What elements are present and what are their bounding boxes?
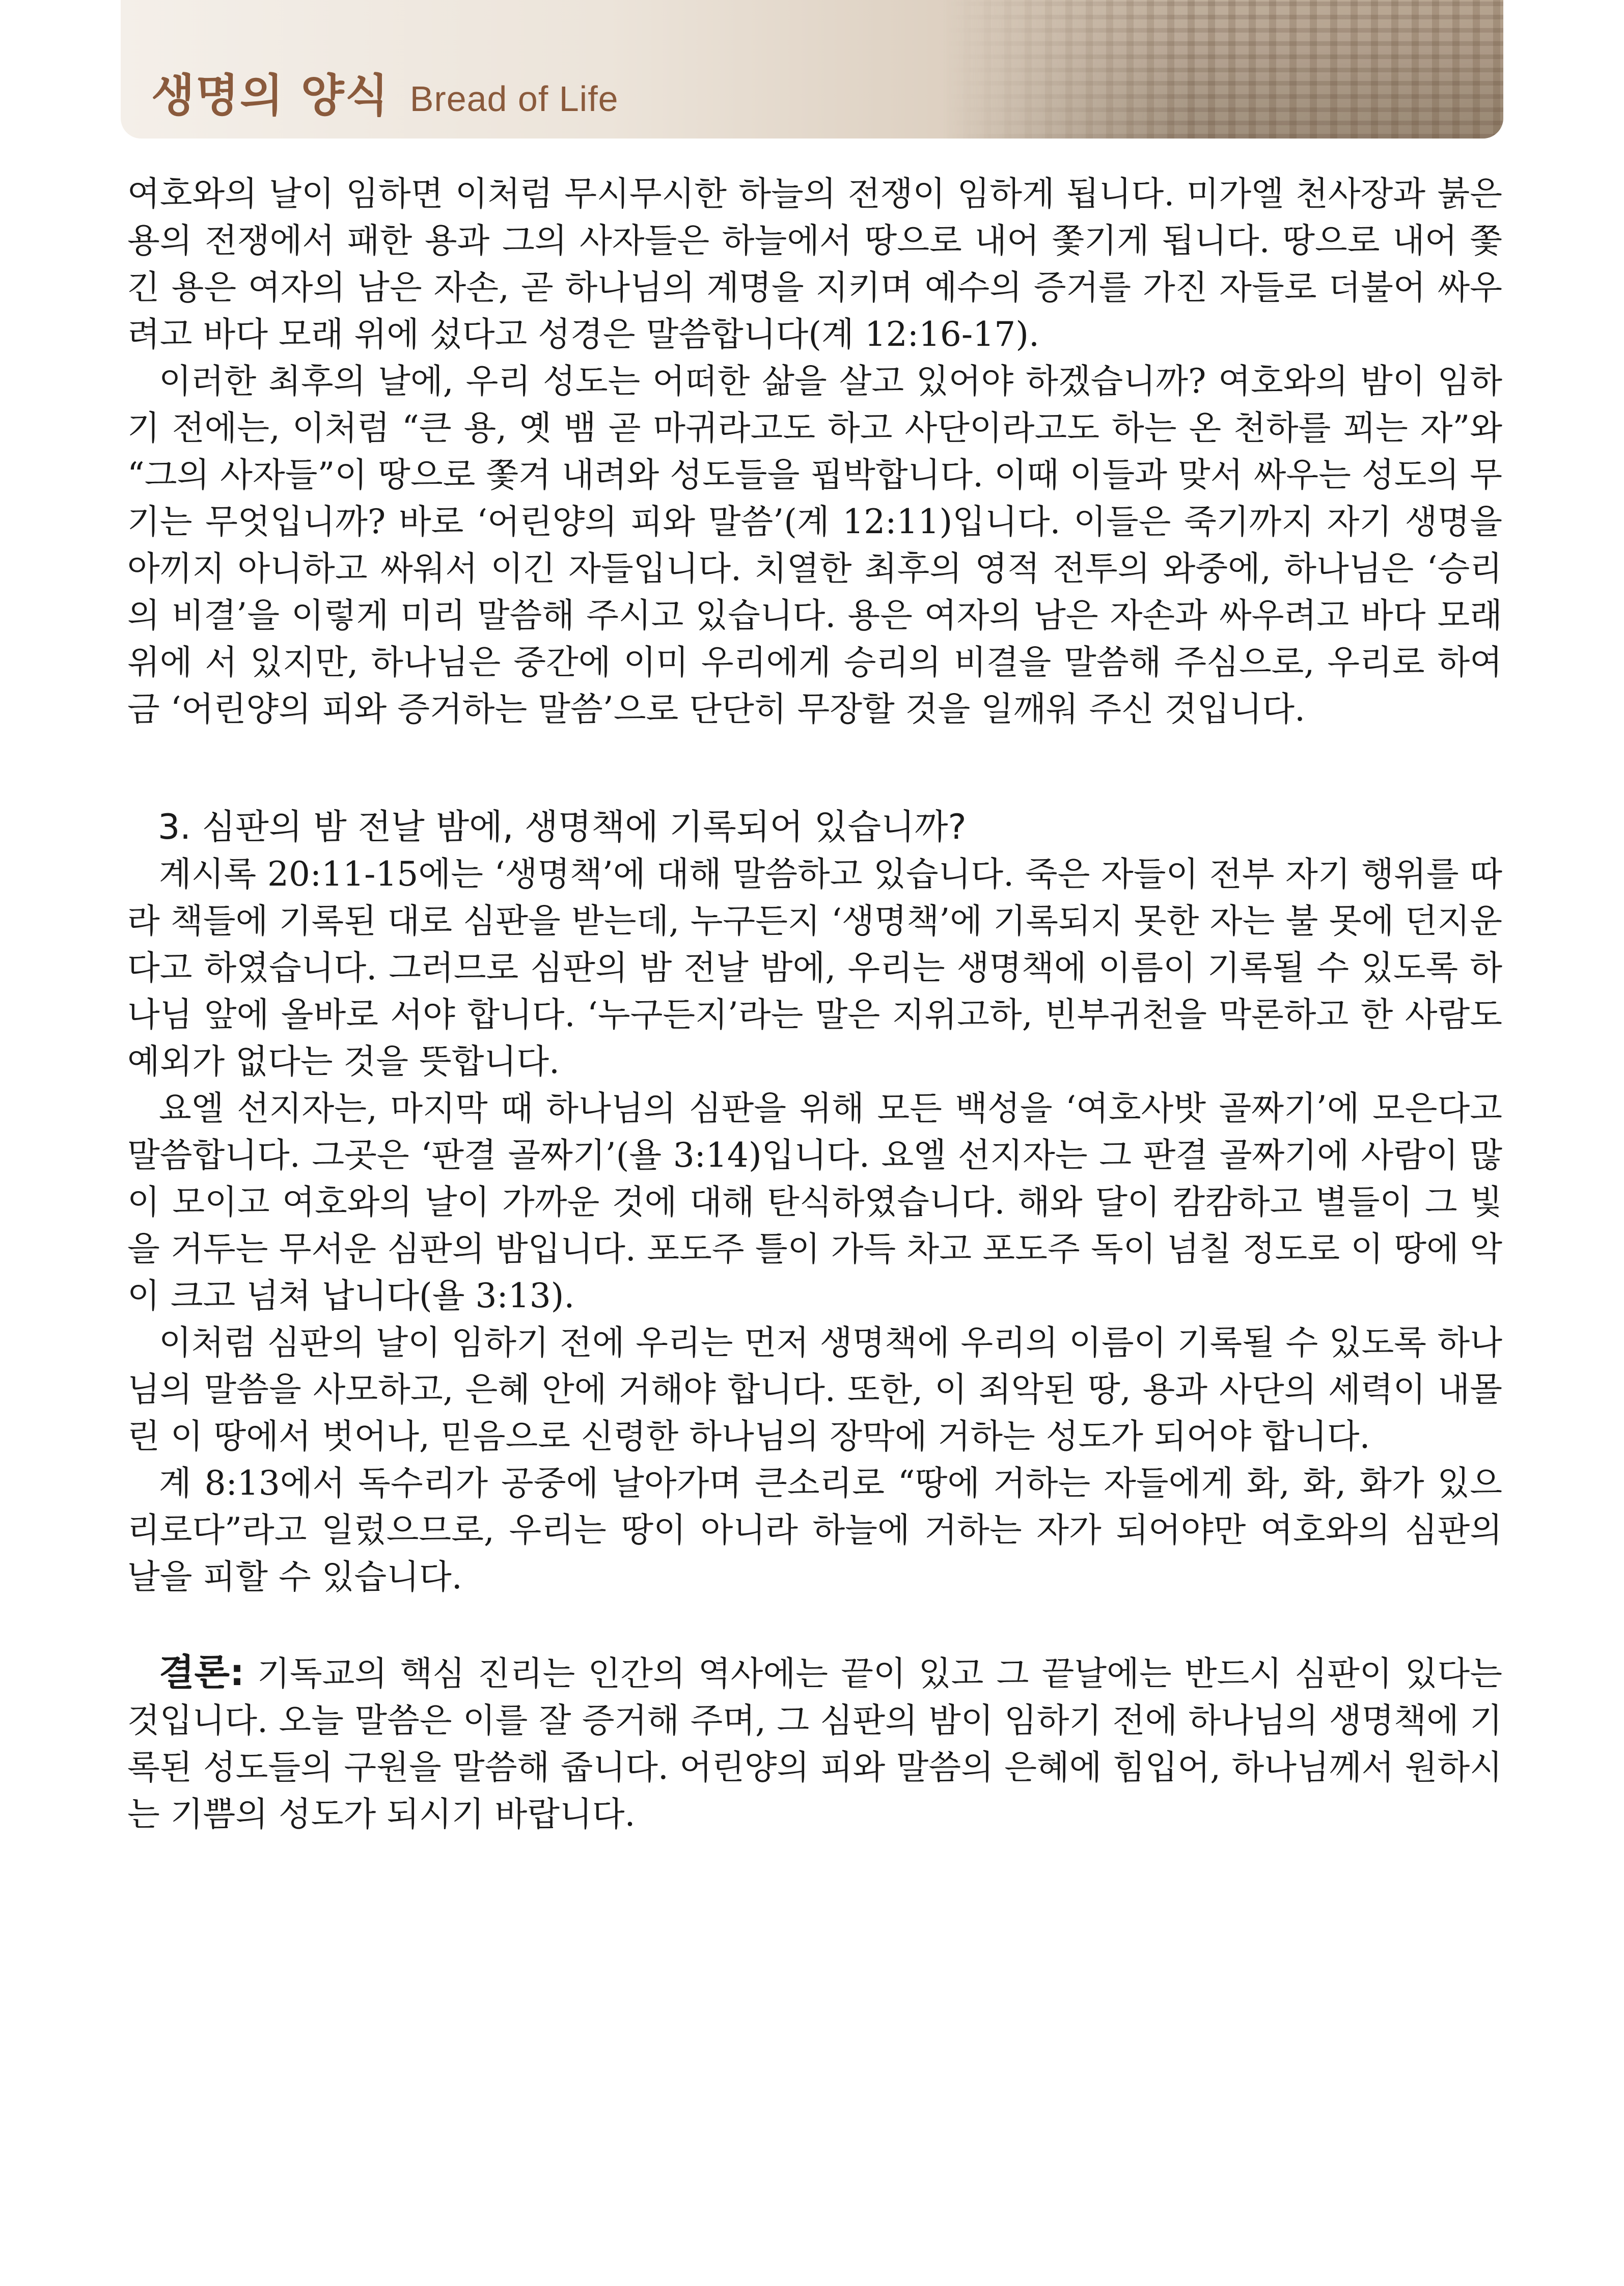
conclusion-label: 결론: [159,1651,244,1694]
conclusion-paragraph [127,1649,1502,1838]
paragraph: 요엘 선지자는, 마지막 때 하나님의 심판을 위해 모든 백성을 ‘여호사밧 골짜기’에 모은다고 말씀합니다. 그곳은 ‘판결 골짜기’(욜 3:14)입니다. 요엘 선지자는 그 판결 골짜기에 사람이 많이 모이고 여호와의 날이 가까운 것에 대해 탄식하였습니다. 해와 달이 캄캄하고 별들이 그 빛을 거두는 무서운 심판의 밤입니다. 포도주 틀이 가득 차고 포도주 독이 넘칠 정도로 이 땅에 악이 크고 넘쳐 납니다(욜 3:13). [127,1089,1502,1315]
header-title-korean: 생명의 양식 [151,69,390,122]
header-background-image [943,0,1503,139]
conclusion-text: 기독교의 핵심 진리는 인간의 역사에는 끝이 있고 그 끝날에는 반드시 심판이 있다는 것입니다. 오늘 말씀은 이를 잘 증거해 주며, 그 심판의 밤이 임하기 전에 하나님의 생명책에 기록된 성도들의 구원을 말씀해 줍니다. 어린양의 피와 말씀의 은혜에 힘입어, 하나님께서 원하시는 기쁨의 성도가 되시기 바랍니다. [127,1654,1502,1834]
paragraph: 계시록 20:11-15에는 ‘생명책’에 대해 말씀하고 있습니다. 죽은 자들이 전부 자기 행위를 따라 책들에 기록된 대로 심판을 받는데, 누구든지 ‘생명책’에 기록되지 못한 자는 불 못에 던지운다고 하였습니다. 그러므로 심판의 밤 전날 밤에, 우리는 생명책에 이름이 기록될 수 있도록 하나님 앞에 올바로 서야 합니다. ‘누구든지’라는 말은 지위고하, 빈부귀천을 막론하고 한 사람도 예외가 없다는 것을 뜻합니다. [127,855,1502,1081]
header-title-english: Bread of Life [409,79,619,119]
article-body [127,171,1502,1838]
paragraph: 계 8:13에서 독수리가 공중에 날아가며 큰소리로 “땅에 거하는 자들에게 화, 화, 화가 있으리로다”라고 일렀으므로, 우리는 땅이 아니라 하늘에 거하는 자가 되어야만 여호와의 심판의 날을 피할 수 있습니다. [127,1464,1502,1596]
paragraph: 여호와의 날이 임하면 이처럼 무시무시한 하늘의 전쟁이 임하게 됩니다. 미가엘 천사장과 붉은 용의 전쟁에서 패한 용과 그의 사자들은 하늘에서 땅으로 내어 쫓기게 됩니다. 땅으로 내어 쫓긴 용은 여자의 남은 자손, 곧 하나님의 계명을 지키며 예수의 증거를 가진 자들로 더불어 싸우려고 바다 모래 위에 섰다고 성경은 말씀합니다(계 12:16-17). [127,174,1502,354]
section-heading: 3. 심판의 밤 전날 밤에, 생명책에 기록되어 있습니까? [158,807,967,847]
page-header [121,0,1503,139]
header-title [151,60,619,121]
paragraph: 이러한 최후의 날에, 우리 성도는 어떠한 삶을 살고 있어야 하겠습니까? 여호와의 밤이 임하기 전에는, 이처럼 “큰 용, 옛 뱀 곧 마귀라고도 하고 사단이라고도 하는 온 천하를 꾀는 자”와 “그의 사자들”이 땅으로 쫓겨 내려와 성도들을 핍박합니다. 이때 이들과 맞서 싸우는 성도의 무기는 무엇입니까? 바로 ‘어린양의 피와 말씀’(계 12:11)입니다. 이들은 죽기까지 자기 생명을 아끼지 아니하고 싸워서 이긴 자들입니다. 치열한 최후의 영적 전투의 와중에, 하나님은 ‘승리의 비결’을 이렇게 미리 말씀해 주시고 있습니다. 용은 여자의 남은 자손과 싸우려고 바다 모래 위에 서 있지만, 하나님은 중간에 이미 우리에게 승리의 비결을 말씀해 주심으로, 우리로 하여금 ‘어린양의 피와 증거하는 말씀’으로 단단히 무장할 것을 일깨워 주신 것입니다. [127,362,1502,729]
paragraph: 이처럼 심판의 날이 임하기 전에 우리는 먼저 생명책에 우리의 이름이 기록될 수 있도록 하나님의 말씀을 사모하고, 은혜 안에 거해야 합니다. 또한, 이 죄악된 땅, 용과 사단의 세력이 내몰린 이 땅에서 벗어나, 믿음으로 신령한 하나님의 장막에 거하는 성도가 되어야 합니다. [127,1323,1502,1456]
